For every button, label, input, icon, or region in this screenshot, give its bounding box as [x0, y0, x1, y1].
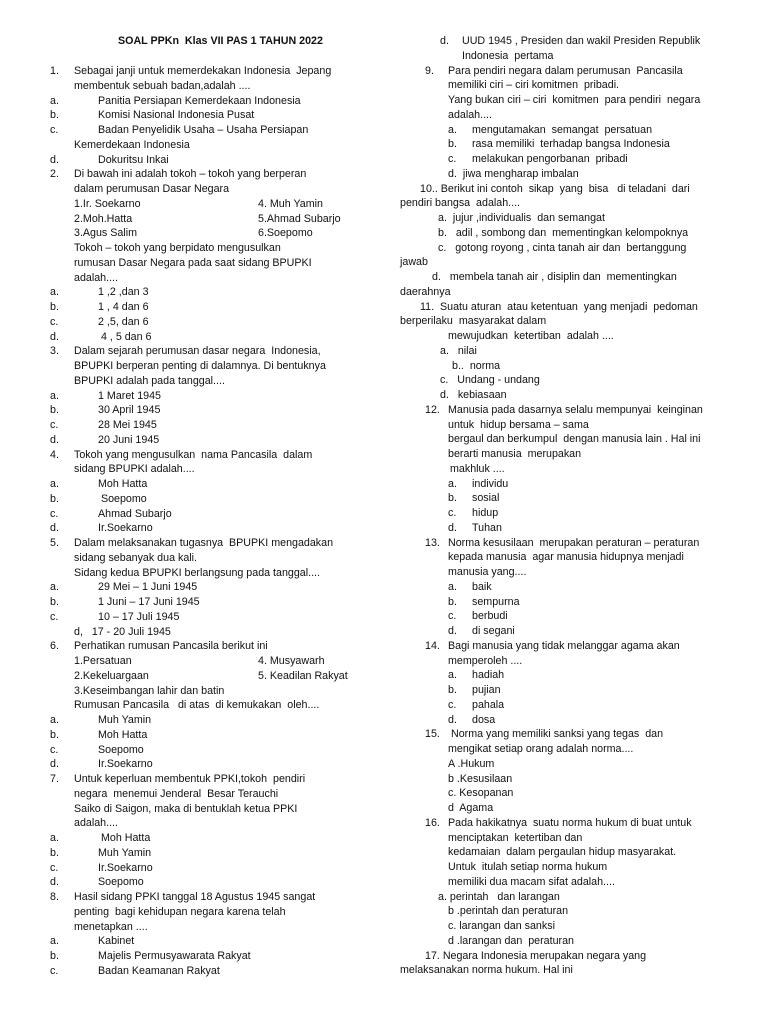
question-text: menetapkan ....	[74, 920, 148, 933]
option-marker: c.	[50, 743, 59, 756]
option-marker: c.	[50, 419, 59, 431]
answer-option: pahala	[472, 698, 505, 711]
question-text: Yang bukan ciri – ciri komitmen para pendiri negara	[448, 94, 701, 106]
question-text: untuk hidup bersama – sama	[448, 418, 589, 431]
option-marker: d.	[50, 758, 59, 771]
option-marker: d.	[448, 713, 457, 726]
answer-option: UUD 1945 , Presiden dan wakil Presiden Republik	[462, 35, 701, 47]
question-text: 3.Agus Salim	[74, 227, 137, 240]
question-text: a. perintah dan larangan	[438, 890, 560, 903]
answer-option: baik	[472, 580, 492, 593]
list-item: 5.Ahmad Subarjo	[258, 212, 341, 225]
answer-option: 20 Juni 1945	[98, 433, 160, 446]
question-text: c. larangan dan sanksi	[448, 920, 555, 932]
question-text: Para pendiri negara dalam perumusan Pancasila	[448, 64, 683, 77]
option-marker: a.	[50, 832, 59, 844]
question-text: adalah....	[74, 271, 118, 284]
question-text: A .Hukum	[448, 757, 495, 770]
answer-option: di segani	[472, 625, 515, 637]
question-text: rumusan Dasar Negara pada saat sidang BPUPKI	[74, 256, 312, 269]
question-text: d. membela tanah air , disiplin dan mementingkan	[432, 271, 677, 283]
option-marker: d.	[50, 876, 59, 889]
answer-option: 4 , 5 dan 6	[98, 330, 152, 343]
question-text: Bagi manusia yang tidak melanggar agama akan	[448, 639, 680, 652]
answer-option: Ir.Soekarno	[98, 861, 153, 874]
answer-option: Majelis Permusyawarata Rakyat	[98, 950, 251, 962]
question-text: c. Kesopanan	[448, 787, 514, 800]
option-marker: c.	[50, 610, 59, 623]
option-marker: c.	[448, 610, 457, 623]
option-marker: d.	[448, 625, 457, 637]
list-item: 4. Muh Yamin	[258, 197, 323, 210]
option-marker: d.	[50, 433, 59, 446]
question-text: Dalam melaksanakan tugasnya BPUPKI mengadakan	[74, 537, 334, 549]
question-number: 6.	[50, 640, 59, 653]
option-marker: b.	[50, 846, 59, 859]
option-marker: b.	[50, 301, 59, 313]
answer-option: melakukan pengorbanan pribadi	[472, 153, 628, 165]
question-text: sidang BPUPKI adalah....	[74, 463, 195, 476]
answer-option: Kabinet	[98, 935, 135, 948]
question-text: memperoleh ....	[448, 654, 523, 667]
answer-option: Soepomo	[98, 743, 144, 756]
question-text: mengikat setiap orang adalah norma....	[448, 743, 634, 755]
question-text: 2.Moh.Hatta	[74, 212, 133, 225]
answer-option: Soepomo	[98, 492, 147, 505]
option-marker: a.	[448, 580, 457, 593]
question-text: Kemerdekaan Indonesia	[74, 138, 190, 151]
question-text: b .Kesusilaan	[448, 772, 513, 785]
question-text: daerahnya	[400, 285, 451, 298]
answer-option: Moh Hatta	[98, 478, 148, 490]
option-marker: c.	[50, 124, 59, 136]
option-marker: d.	[50, 522, 59, 535]
question-text: Indonesia pertama	[462, 49, 554, 62]
option-marker: a.	[448, 477, 457, 490]
option-marker: c.	[50, 507, 59, 520]
question-text: bergaul dan berkumpul dengan manusia lain . Hal ini	[448, 433, 701, 446]
option-marker: b.	[448, 595, 457, 608]
option-marker: a.	[50, 286, 59, 299]
option-marker: c.	[50, 315, 59, 328]
answer-option: Moh Hatta	[98, 728, 148, 741]
question-text: c. gotong royong , cinta tanah air dan bertanggung	[438, 241, 687, 254]
question-text: Di bawah ini adalah tokoh – tokoh yang berperan	[74, 168, 307, 181]
question-text: memiliki ciri – ciri komitmen pribadi.	[448, 79, 620, 92]
question-number: 15.	[425, 728, 440, 741]
option-marker: b.	[50, 492, 59, 505]
option-marker: c.	[50, 861, 59, 874]
question-text: Untuk keperluan membentuk PPKI,tokoh pendiri	[74, 773, 306, 785]
question-text: BPUPKI adalah pada tanggal....	[74, 374, 225, 387]
question-text: penting bagi kehidupan negara karena telah	[74, 905, 286, 918]
option-marker: b.	[448, 138, 457, 151]
question-text: b.. norma	[452, 359, 501, 372]
question-text: Rumusan Pancasila di atas di kemukakan oleh....	[74, 699, 320, 712]
option-marker: c.	[448, 507, 457, 519]
question-text: a. jujur ,individualis dan semangat	[438, 212, 605, 224]
question-text: berperilaku masyarakat dalam	[400, 315, 547, 328]
answer-option: Ir.Soekarno	[98, 522, 153, 535]
question-text: Sebagai janji untuk memerdekakan Indonesia Jepang	[74, 65, 332, 77]
option-marker: a.	[50, 94, 59, 107]
list-item: 5. Keadilan Rakyat	[258, 669, 348, 682]
answer-option: Panitia Persiapan Kemerdekaan Indonesia	[98, 94, 301, 107]
question-number: 13.	[425, 536, 440, 549]
question-text: melaksanakan norma hukum. Hal ini	[400, 964, 573, 977]
option-marker: d.	[448, 521, 457, 534]
question-text: pendiri bangsa adalah....	[400, 197, 521, 210]
question-text: b .perintah dan peraturan	[448, 905, 569, 918]
question-text: adalah....	[74, 817, 118, 830]
option-marker: c.	[448, 153, 457, 165]
question-text: d Agama	[448, 802, 494, 814]
option-marker: a.	[448, 123, 457, 136]
answer-option: dosa	[472, 713, 496, 726]
answer-option: hadiah	[472, 669, 505, 682]
answer-option: 1 ,2 ,dan 3	[98, 286, 149, 299]
question-text: 17. Negara Indonesia merupakan negara yang	[425, 949, 647, 962]
option-marker: b.	[448, 492, 457, 505]
option-marker: c.	[50, 964, 59, 977]
answer-option: mengutamakan semangat persatuan	[472, 123, 653, 136]
answer-option: 30 April 1945	[98, 404, 161, 417]
option-marker: b.	[50, 728, 59, 741]
answer-option: Dokuritsu Inkai	[98, 153, 169, 166]
answer-option: Badan Keamanan Rakyat	[98, 964, 220, 977]
answer-option: Muh Yamin	[98, 846, 152, 859]
question-text: Untuk itulah setiap norma hukum	[448, 861, 608, 873]
question-text: kedamaian dalam pergaulan hidup masyarakat.	[448, 846, 677, 859]
question-number: 5.	[50, 537, 59, 549]
option-marker: b.	[50, 950, 59, 962]
question-text: 1.Persatuan	[74, 655, 132, 667]
option-marker: d.	[50, 153, 59, 166]
answer-option: Moh Hatta	[98, 832, 151, 844]
question-text: Pada hakikatnya suatu norma hukum di buat untuk	[448, 816, 692, 829]
option-marker: d.	[440, 35, 449, 47]
option-marker: a.	[50, 935, 59, 948]
answer-option: 28 Mei 1945	[98, 419, 157, 431]
option-marker: b.	[50, 596, 59, 608]
list-item: 4. Musyawarh	[258, 655, 325, 667]
question-text: Tokoh – tokoh yang berpidato mengusulkan	[74, 242, 281, 254]
answer-option: 1 , 4 dan 6	[98, 301, 149, 313]
answer-option: Komisi Nasional Indonesia Pusat	[98, 109, 255, 122]
question-text: c. Undang - undang	[440, 374, 540, 387]
question-text: 2.Kekeluargaan	[74, 669, 149, 682]
question-text: 3.Keseimbangan lahir dan batin	[74, 684, 225, 697]
question-text: Hasil sidang PPKI tanggal 18 Agustus 1945 sangat	[74, 891, 316, 903]
question-number: 3.	[50, 345, 59, 358]
question-text: d. jiwa mengharap imbalan	[448, 167, 579, 180]
question-text: Norma yang memiliki sanksi yang tegas dan	[448, 728, 664, 741]
option-marker: b.	[50, 109, 59, 122]
answer-option: 1 Juni – 17 Juni 1945	[98, 596, 200, 608]
question-text: 10.. Berikut ini contoh sikap yang bisa di teladani dari	[420, 182, 690, 195]
answer-option: Muh Yamin	[98, 714, 152, 726]
question-text: dalam perumusan Dasar Negara	[74, 183, 230, 195]
option-marker: c.	[448, 698, 457, 711]
question-number: 9.	[425, 64, 434, 77]
answer-option: d, 17 - 20 Juli 1945	[74, 625, 171, 638]
answer-option: berbudi	[472, 610, 508, 623]
answer-option: individu	[472, 477, 509, 490]
answer-option: 10 – 17 Juli 1945	[98, 610, 180, 623]
answer-option: Soepomo	[98, 876, 144, 889]
option-marker: a.	[50, 581, 59, 594]
answer-option: Badan Penyelidik Usaha – Usaha Persiapan	[98, 124, 309, 136]
question-text: Perhatikan rumusan Pancasila berikut ini	[74, 640, 268, 653]
question-text: Saiko di Saigon, maka di bentuklah ketua PPKI	[74, 802, 298, 815]
answer-option: Tuhan	[472, 521, 502, 534]
question-number: 8.	[50, 891, 59, 903]
question-number: 2.	[50, 168, 59, 181]
question-text: membentuk sebuah badan,adalah ....	[74, 79, 251, 92]
option-marker: b.	[50, 404, 59, 417]
question-text: d. kebiasaan	[440, 389, 507, 401]
question-text: negara menemui Jenderal Besar Terauchi	[74, 787, 279, 800]
question-text: 11. Suatu aturan atau ketentuan yang menjadi pedoman	[420, 300, 698, 313]
question-text: sidang sebanyak dua kali.	[74, 551, 197, 564]
option-marker: b.	[448, 684, 457, 696]
question-text: BPUPKI berperan penting di dalamnya. Di bentuknya	[74, 360, 326, 372]
question-number: 16.	[425, 816, 440, 829]
answer-option: 2 ,5, dan 6	[98, 315, 149, 328]
answer-option: hidup	[472, 507, 499, 519]
question-number: 7.	[50, 773, 59, 785]
question-text: manusia yang....	[448, 566, 527, 578]
question-text: b. adil , sombong dan mementingkan kelompoknya	[438, 226, 689, 239]
question-text: makhluk ....	[450, 462, 505, 475]
option-marker: a.	[50, 714, 59, 726]
option-marker: a.	[50, 389, 59, 402]
answer-option: pujian	[472, 684, 501, 696]
question-text: Norma kesusilaan merupakan peraturan – peraturan	[448, 536, 700, 549]
question-text: memiliki dua macam sifat adalah....	[448, 875, 615, 888]
question-number: 4.	[50, 448, 59, 461]
question-number: 14.	[425, 639, 440, 652]
question-text: a. nilai	[440, 344, 477, 357]
question-number: 1.	[50, 65, 59, 77]
answer-option: 1 Maret 1945	[98, 389, 161, 402]
question-text: Dalam sejarah perumusan dasar negara Indonesia,	[74, 345, 321, 358]
option-marker: a.	[50, 478, 59, 490]
list-item: 6.Soepomo	[258, 227, 313, 240]
question-text: d .larangan dan peraturan	[448, 934, 574, 947]
right-column	[390, 0, 768, 1024]
question-text: jawab	[400, 256, 428, 269]
question-text: Manusia pada dasarnya selalu mempunyai keinginan	[448, 403, 703, 416]
document-title: SOAL PPKn Klas VII PAS 1 TAHUN 2022	[118, 35, 323, 47]
answer-option: Ahmad Subarjo	[98, 507, 172, 520]
question-text: menciptakan ketertiban dan	[448, 831, 583, 844]
question-text: berarti manusia merupakan	[448, 448, 582, 460]
answer-option: sempurna	[472, 595, 520, 608]
question-text: 1.Ir. Soekarno	[74, 197, 141, 210]
answer-option: sosial	[472, 492, 500, 505]
question-number: 12.	[425, 403, 440, 416]
question-text: mewujudkan ketertiban adalah ....	[448, 330, 614, 342]
answer-option: Ir.Soekarno	[98, 758, 153, 771]
option-marker: d.	[50, 330, 59, 343]
question-text: Tokoh yang mengusulkan nama Pancasila dalam	[74, 448, 313, 461]
option-marker: a.	[448, 669, 457, 682]
answer-option: 29 Mei – 1 Juni 1945	[98, 581, 198, 594]
answer-option: rasa memiliki terhadap bangsa Indonesia	[472, 138, 670, 151]
question-text: adalah....	[448, 108, 492, 121]
question-text: Sidang kedua BPUPKI berlangsung pada tanggal....	[74, 566, 320, 579]
question-text: kepada manusia agar manusia hidupnya menjadi	[448, 551, 684, 564]
